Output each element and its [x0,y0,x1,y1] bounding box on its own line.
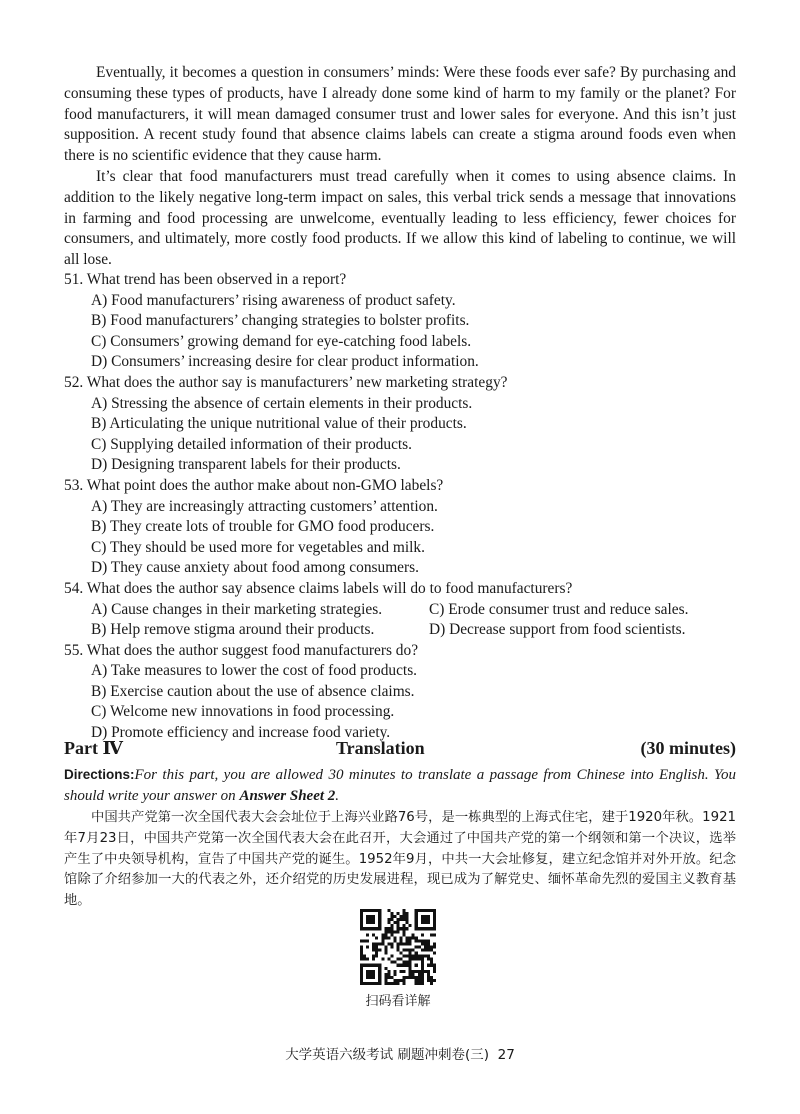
qr-module [406,927,409,930]
qr-module [396,964,399,967]
qr-module [412,976,415,979]
qr-module [387,973,390,976]
qr-module [400,970,403,973]
qr-module [372,958,375,961]
qr-module [415,979,418,982]
qr-module [415,955,418,958]
qr-module [400,979,403,982]
qr-module [421,955,424,958]
qr-module [396,945,399,948]
qr-module [396,912,399,915]
qr-module [400,952,403,955]
option-c: C) Welcome new innovations in food processing. [91,703,395,721]
qr-module [427,955,430,958]
directions-text: For this part, you are allowed 30 minutes to translate a passage from Chinese into English. You should write your answer on [64,767,736,804]
qr-module [409,936,412,939]
qr-module [387,936,390,939]
qr-module [406,942,409,945]
qr-module [427,939,430,942]
qr-module [433,933,436,936]
chinese-passage: 中国共产党第一次全国代表大会会址位于上海兴业路76号，是一栋典型的上海式住宅，建于1920年秋。1921年7月23日，中国共产党第一次全国代表大会在此召开，大会通过了中国共产党的第一个纲领和第一个决议，选举产生了中央领导机构，宣告了中国共产党的诞生。1952年9月，中共一大会址修复，建立纪念馆并对外开放。纪念馆除了介绍参加一大的代表之外，还介绍党的历史发展进程，现已成为了解党史、缅怀革命先烈的爱国主义教育基地。 [64,810,736,909]
qr-module [390,961,393,964]
option-a: A) Stressing the absence of certain elements in their products. [91,394,473,412]
question-stem: 51. What trend has been observed in a report? [64,271,347,288]
option-c: C) Supplying detailed information of their products. [91,435,413,453]
directions-label: Directions: [64,767,135,782]
qr-module [396,930,399,933]
qr-module [381,942,384,945]
qr-module [421,979,424,982]
passage-paragraph-2: It’s clear that food manufacturers must tread carefully when it comes to using absence claims. In addition to the likely negative long-term impact on sales, this verbal trick sends a message that innovations in farming and food processing are unwelcome, eventually leading to less efficiency, fewer choices for consumers, and ultimately, more costly food products. If we allow this kind of labeling to continue, we will all lose. [64,168,736,269]
qr-module [427,949,430,952]
qr-module [400,918,403,921]
qr-module [400,939,403,942]
option-row [64,600,764,621]
qr-module [418,979,421,982]
directions-end: . [335,787,340,804]
option-a: A) Take measures to lower the cost of food products. [91,662,418,680]
qr-module [378,949,381,952]
qr-module [424,939,427,942]
page-footer [0,1043,800,1063]
qr-module [409,952,412,955]
qr-module [396,927,399,930]
qr-module [360,952,363,955]
qr-module [381,958,384,961]
qr-module [430,933,433,936]
qr-module [403,924,406,927]
qr-module [366,939,369,942]
qr-module [424,945,427,948]
qr-module [360,939,363,942]
qr-module [384,933,387,936]
qr-module [360,949,363,952]
qr-module [403,927,406,930]
qr-module [396,982,399,985]
qr-module [409,924,412,927]
qr-module [396,958,399,961]
qr-module [421,942,424,945]
qr-module [390,982,393,985]
qr-module [433,979,436,982]
qr-module [384,936,387,939]
part-label: Part Ⅳ [64,738,123,758]
qr-module [400,936,403,939]
qr-module [387,942,390,945]
qr-module [430,976,433,979]
qr-module [430,961,433,964]
qr-module [412,955,415,958]
page-number: 27 [497,1047,515,1063]
qr-code-icon[interactable] [360,909,436,985]
option-d: D) Decrease support from food scientists. [429,621,686,639]
directions [64,765,736,807]
qr-module [366,945,369,948]
qr-module [393,979,396,982]
qr-module [393,936,396,939]
qr-module [396,942,399,945]
qr-module [406,949,409,952]
qr-module [387,930,390,933]
qr-module [409,973,412,976]
qr-module [418,939,421,942]
qr-module [412,949,415,952]
qr-module [375,952,378,955]
qr-module [363,939,366,942]
qr-module [418,973,421,976]
question-stem: 55. What does the author suggest food manufacturers do? [64,641,419,659]
qr-module [390,915,393,918]
option-a: A) Food manufacturers’ rising awareness of product safety. [91,291,456,309]
qr-module [390,924,393,927]
qr-module [427,973,430,976]
qr-module [393,921,396,924]
qr-module [433,942,436,945]
qr-module [406,939,409,942]
qr-module [409,976,412,979]
qr-module [384,927,387,930]
qr-module [400,927,403,930]
qr-module [406,918,409,921]
qr-module [424,942,427,945]
qr-module [403,955,406,958]
part-time: (30 minutes) [640,738,736,758]
qr-module [390,930,393,933]
qr-module [403,982,406,985]
question-stem: 54. What does the author say absence claims labels will do to food manufacturers? [64,579,573,597]
qr-module [421,976,424,979]
qr-module [384,945,387,948]
qr-module [393,970,396,973]
qr-module [430,958,433,961]
qr-module [403,915,406,918]
qr-module [415,976,418,979]
qr-module [424,949,427,952]
qr-module [387,921,390,924]
qr-module [372,955,375,958]
qr-module [409,949,412,952]
qr-module [418,945,421,948]
question-54 [64,579,764,641]
qr-module [366,958,369,961]
qr-module [406,976,409,979]
qr-module [360,945,363,948]
qr-module [418,955,421,958]
qr-module [363,958,366,961]
qr-module [421,982,424,985]
qr-module [393,973,396,976]
qr-module [427,970,430,973]
qr-module [360,955,363,958]
qr-module [403,979,406,982]
qr-module [427,942,430,945]
option-b: B) Food manufacturers’ changing strategies to bolster profits. [91,312,470,330]
option-c: C) They should be used more for vegetables and milk. [91,538,425,556]
qr-module [360,958,363,961]
qr-module [375,945,378,948]
qr-module [384,930,387,933]
qr-module [433,970,436,973]
qr-module [406,915,409,918]
qr-module [409,955,412,958]
option-d: D) Consumers’ increasing desire for clear product information. [91,353,479,371]
qr-module [393,930,396,933]
option-a: A) They are increasingly attracting customers’ attention. [91,497,438,515]
option-a: A) Cause changes in their marketing strategies. [91,600,383,618]
qr-module [390,945,393,948]
qr-module [427,958,430,961]
qr-module [415,952,418,955]
qr-module [433,967,436,970]
qr-module [403,909,406,912]
qr-module [396,949,399,952]
passage-paragraph-1: Eventually, it becomes a question in consumers’ minds: Were these foods ever safe? By purchasing and consuming these types of products, have I already done some kind of harm to my family or the planet? For food manufacturers, it will mean damaged consumer trust and lower sales for everyone. And this isn’t just supposition. A recent study found that absence claims labels can create a stigma around foods even when there is no scientific evidence that they cause harm. [64,64,736,165]
qr-module [403,964,406,967]
qr-module [433,952,436,955]
qr-module [384,973,387,976]
qr-module [393,939,396,942]
qr-module [403,970,406,973]
qr-module [400,942,403,945]
qr-module [406,964,409,967]
qr-module [427,979,430,982]
qr-module [390,918,393,921]
qr-module [390,955,393,958]
qr-module [387,918,390,921]
qr-module [400,964,403,967]
qr-module [384,967,387,970]
qr-module [378,942,381,945]
qr-module [406,955,409,958]
qr-module [409,942,412,945]
question-52 [64,373,764,476]
qr-module [396,921,399,924]
qr-module [424,970,427,973]
qr-module [381,939,384,942]
option-d: D) Promote efficiency and increase food variety. [91,724,391,742]
qr-module [400,958,403,961]
qr-module [421,973,424,976]
qr-module [430,945,433,948]
qr-module [375,955,378,958]
qr-module [409,939,412,942]
question-list [64,270,764,744]
qr-module [412,973,415,976]
qr-module [427,976,430,979]
qr-module [372,949,375,952]
option-row [64,620,764,641]
qr-module [381,933,384,936]
qr-module [406,912,409,915]
qr-module [363,955,366,958]
qr-module [387,958,390,961]
qr-module [406,921,409,924]
qr-module [396,924,399,927]
qr-module [390,912,393,915]
qr-module [403,976,406,979]
qr-module [372,933,375,936]
qr-module [415,939,418,942]
qr-module [387,909,390,912]
qr-module [387,927,390,930]
qr-module [372,942,375,945]
qr-module [384,979,387,982]
option-b: B) Help remove stigma around their products. [91,621,375,639]
qr-module [418,982,421,985]
qr-module [384,952,387,955]
qr-module [366,933,369,936]
qr-module [375,949,378,952]
question-stem: 53. What point does the author make about non-GMO labels? [64,476,444,494]
part-title: Translation [336,738,425,758]
question-55 [64,641,764,744]
qr-module [390,933,393,936]
qr-module [403,933,406,936]
qr-module [396,918,399,921]
qr-module [424,955,427,958]
question-53 [64,476,764,579]
qr-module [427,964,430,967]
option-b: B) Exercise caution about the use of absence claims. [91,682,415,700]
qr-module [403,918,406,921]
qr-module [400,915,403,918]
qr-module [433,964,436,967]
qr-module [421,933,424,936]
qr-module [403,912,406,915]
qr-module [375,936,378,939]
qr-module [415,945,418,948]
qr-module [415,982,418,985]
option-c: C) Consumers’ growing demand for eye-catching food labels. [91,332,472,350]
qr-module [387,982,390,985]
qr-module [384,976,387,979]
qr-caption: 扫码看详解 [365,994,431,1009]
part-header [64,738,736,764]
option-b: B) They create lots of trouble for GMO food producers. [91,518,435,536]
question-stem: 52. What does the author say is manufacturers’ new marketing strategy? [64,373,508,391]
qr-module [418,976,421,979]
qr-module [430,949,433,952]
qr-module [403,942,406,945]
qr-module [381,936,384,939]
qr-module [433,945,436,948]
qr-module [427,945,430,948]
qr-module [393,915,396,918]
qr-module [406,936,409,939]
qr-module [393,982,396,985]
qr-module [406,961,409,964]
qr-module [390,976,393,979]
qr-module [390,927,393,930]
qr-module [396,979,399,982]
option-c: C) Erode consumer trust and reduce sales. [429,600,689,618]
qr-module [412,936,415,939]
qr-module [430,982,433,985]
qr-module [430,964,433,967]
footer-title: 大学英语六级考试 刷题冲刺卷(三) [285,1047,490,1063]
option-d: D) They cause anxiety about food among consumers. [91,559,419,577]
qr-module [387,970,390,973]
qr-module [430,979,433,982]
qr-module [403,949,406,952]
qr-module [421,939,424,942]
qr-module [384,949,387,952]
qr-module [375,942,378,945]
qr-module [421,949,424,952]
answer-sheet-ref: Answer Sheet 2 [239,787,336,804]
qr-module [372,945,375,948]
option-b: B) Articulating the unique nutritional value of their products. [91,415,467,433]
option-d: D) Designing transparent labels for their products. [91,456,401,474]
qr-module [390,942,393,945]
qr-module [393,961,396,964]
qr-module [403,961,406,964]
qr-module [412,933,415,936]
question-51 [64,270,764,373]
qr-module [415,936,418,939]
qr-module [387,976,390,979]
qr-module [384,982,387,985]
qr-module [403,930,406,933]
